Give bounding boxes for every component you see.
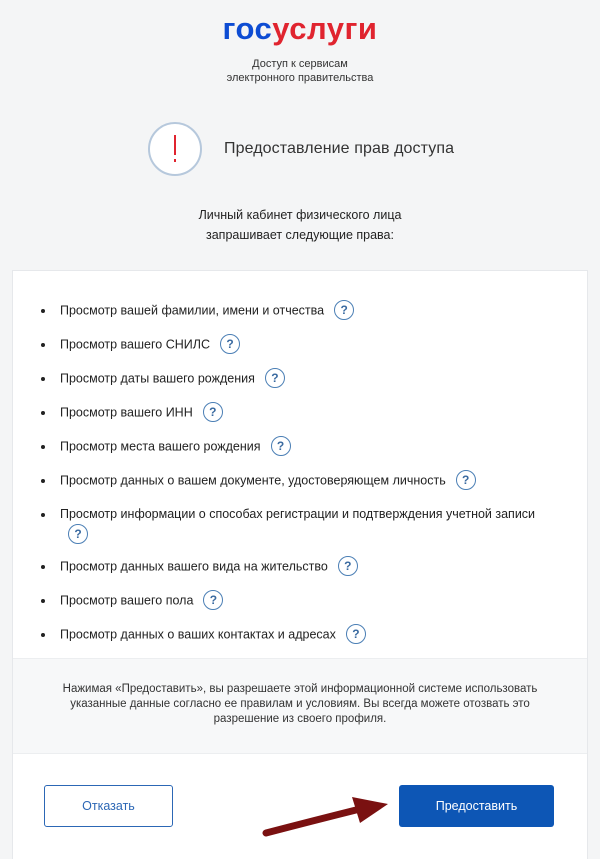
permission-item [13,335,587,355]
bullet [41,411,45,415]
permissions-list [13,301,587,659]
notice-line-3: разрешение из своего профиля. [213,713,387,725]
bullet [41,445,45,449]
permission-label: Просмотр вашего СНИЛС [60,337,210,352]
bullet [41,565,45,569]
subtitle-line-1: Доступ к сервисам [252,58,348,70]
question-circle-icon[interactable]: ? [203,402,223,422]
permissions-card [12,270,588,859]
permission-label: Просмотр даты вашего рождения [60,371,255,386]
question-circle-icon[interactable]: ? [271,436,291,456]
question-circle-icon[interactable]: ? [265,368,285,388]
consent-notice [13,658,587,754]
permission-label: Просмотр места вашего рождения [60,439,261,454]
permission-label: Просмотр вашего ИНН [60,405,193,420]
cancel-button[interactable]: Отказать [44,785,173,827]
permission-item [13,403,587,423]
permission-item [13,437,587,457]
intro-line-2: запрашивает следующие права: [206,228,394,242]
permission-item [13,369,587,389]
bullet [41,633,45,637]
permission-item [13,471,587,491]
bullet [41,343,45,347]
gosuslugi-logo [0,10,600,48]
permission-label: Просмотр данных о вашем документе, удостоверяющем личность [60,473,446,488]
bullet [41,377,45,381]
logo-part-uslugi: услуги [272,11,378,46]
question-circle-icon[interactable]: ? [338,556,358,576]
logo-part-gos: гос [222,11,273,46]
intro-line-1: Личный кабинет физического лица [198,208,402,222]
page-title: Предоставление прав доступа [224,140,455,157]
permission-label: Просмотр данных о ваших контактах и адресах [60,627,336,642]
permission-item [13,625,587,645]
permission-item [13,505,587,545]
notice-line-1: Нажимая «Предоставить», вы разрешаете этой информационной системе использовать [62,683,538,695]
intro-text [0,205,600,245]
permission-label: Просмотр данных вашего вида на жительство [60,559,328,574]
permission-label: Просмотр вашего пола [60,593,194,608]
heading-row [148,121,454,177]
question-circle-icon[interactable]: ? [346,624,366,644]
permission-label: Просмотр информации о способах регистрации и подтверждения учетной записи [60,507,536,521]
notice-line-2: указанные данные согласно ее правилам и условиям. Вы всегда можете отозвать это [70,698,530,710]
arrow-right-icon [262,793,392,843]
bullet [41,309,45,313]
question-circle-icon[interactable]: ? [220,334,240,354]
bullet [41,513,45,517]
question-circle-icon[interactable]: ? [68,524,88,544]
exclamation-icon [148,122,202,176]
permission-item [13,557,587,577]
permission-item [13,591,587,611]
logo-subtitle [0,57,600,85]
question-circle-icon[interactable]: ? [334,300,354,320]
question-circle-icon[interactable]: ? [456,470,476,490]
permission-item [13,301,587,321]
bullet [41,599,45,603]
bullet [41,479,45,483]
question-circle-icon[interactable]: ? [203,590,223,610]
permission-label: Просмотр вашей фамилии, имени и отчества [60,303,325,318]
submit-button[interactable]: Предоставить [399,785,554,827]
subtitle-line-2: электронного правительства [226,72,374,84]
